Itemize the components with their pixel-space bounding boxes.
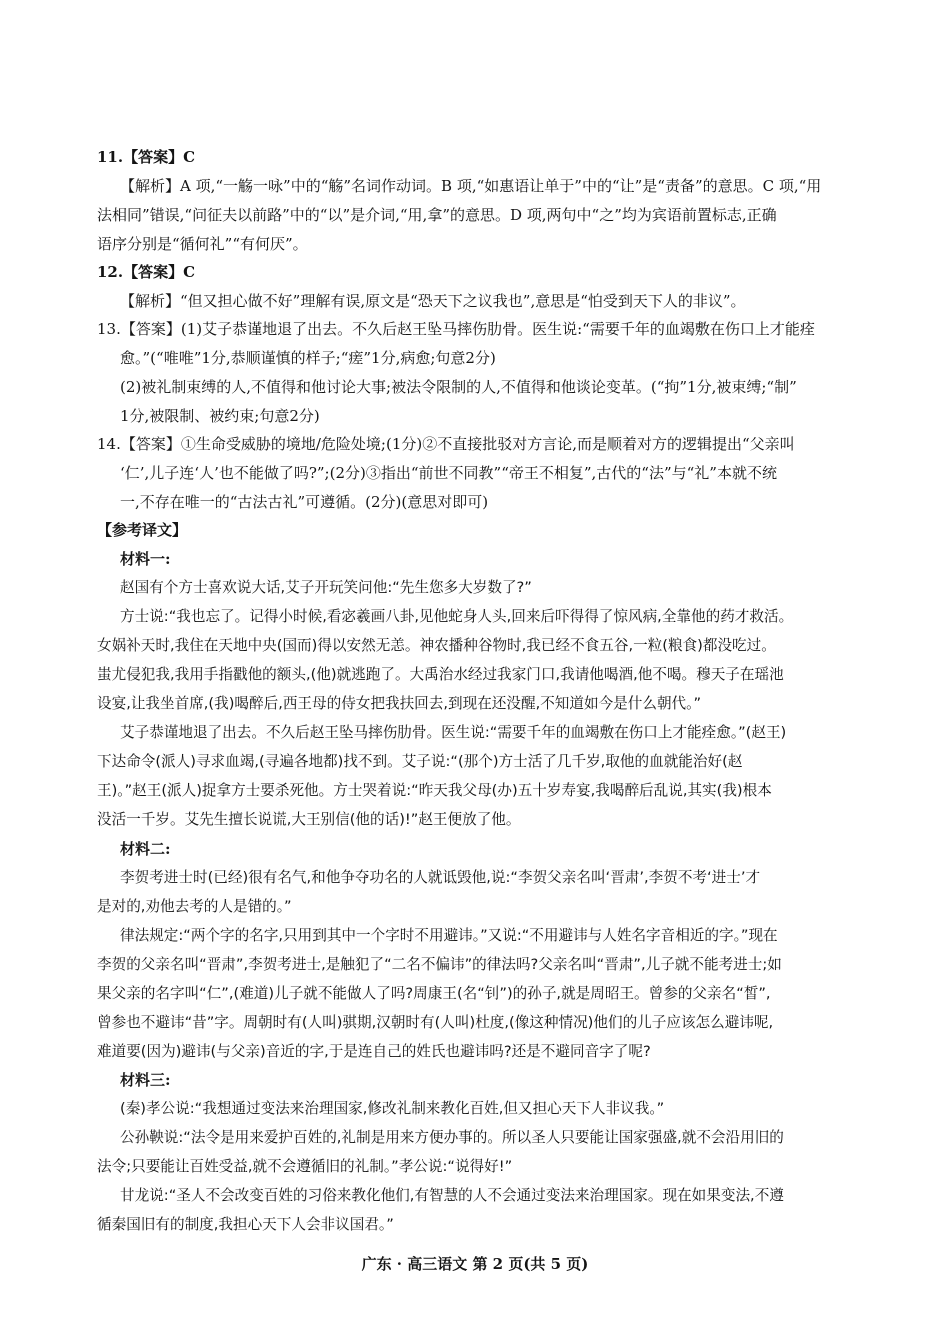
material-2-line: 李贺的父亲名叫“晋肃”,李贺考进士,是触犯了“二名不偏讳”的律法吗?父亲名叫“晋肃”,儿子就不能考进士;如 bbox=[97, 956, 782, 973]
material-1-line: 没活一千岁。艾先生擅长说谎,大王别信(他的话)!”赵王便放了他。 bbox=[97, 811, 521, 828]
material-1-line: 艾子恭谨地退了出去。不久后赵王坠马摔伤肋骨。医生说:“需要千年的血竭敷在伤口上才能痊愈。”(赵王) bbox=[120, 724, 787, 741]
material-2-line: 李贺考进士时(已经)很有名气,和他争夺功名的人就诋毁他,说:“李贺父亲名叫‘晋肃’,李贺不考‘进士’才 bbox=[120, 869, 761, 886]
q12-analysis-line: 【解析】“但又担心做不好”理解有误,原文是“恐天下之议我也”,意思是“怕受到天下人的非议”。 bbox=[120, 292, 746, 310]
q13-answer-line: (2)被礼制束缚的人,不值得和他讨论大事;被法令限制的人,不值得和他谈论变革。(“拘”1分,被束缚;“制” bbox=[120, 378, 797, 396]
material-1-line: 蚩尤侵犯我,我用手指戳他的额头,(他)就逃跑了。大禹治水经过我家门口,我请他喝酒,他不喝。穆天子在瑶池 bbox=[97, 666, 784, 683]
material-1-line: 王)。”赵王(派人)捉拿方士要杀死他。方士哭着说:“昨天我父母(办)五十岁寿宴,我喝醉后乱说,其实(我)根本 bbox=[97, 782, 772, 799]
material-3-line: 法令;只要能让百姓受益,就不会遵循旧的礼制。”孝公说:“说得好!” bbox=[97, 1158, 513, 1175]
q11-answer: 11.【答案】C bbox=[97, 148, 196, 166]
q12-answer: 12.【答案】C bbox=[97, 263, 196, 281]
material-3-line: 公孙鞅说:“法令是用来爱护百姓的,礼制是用来方便办事的。所以圣人只要能让国家强盛,就不会沿用旧的 bbox=[120, 1129, 784, 1146]
material-3-title: 材料三: bbox=[120, 1071, 171, 1089]
q11-analysis-line: 【解析】A 项,“一觞一咏”中的“觞”名词作动词。B 项,“如惠语让单于”中的“让”是“责备”的意思。C 项,“用 bbox=[120, 177, 822, 195]
q13-answer-line: 愈。”(“唯唯”1分,恭顺谨慎的样子;“瘥”1分,病愈;句意2分) bbox=[120, 349, 496, 367]
q11-analysis-line: 语序分别是“循何礼”“有何厌”。 bbox=[97, 235, 308, 253]
page-footer: 广东 · 高三语文 第 2 页(共 5 页) bbox=[361, 1255, 589, 1273]
material-3-line: 循秦国旧有的制度,我担心天下人会非议国君。” bbox=[97, 1216, 394, 1233]
material-2-line: 果父亲的名字叫“仁”,(难道)儿子就不能做人了吗?周康王(名“钊”)的孙子,就是周昭王。曾参的父亲名“皙”, bbox=[97, 985, 771, 1002]
material-2-line: 曾参也不避讳“昔”字。周朝时有(人叫)骐期,汉朝时有(人叫)杜度,(像这种情况)他们的儿子应该怎么避讳呢, bbox=[97, 1014, 774, 1031]
material-2-line: 律法规定:“两个字的名字,只用到其中一个字时不用避讳。”又说:“不用避讳与人姓名字音相近的字。”现在 bbox=[120, 927, 778, 944]
material-1-line: 赵国有个方士喜欢说大话,艾子开玩笑问他:“先生您多大岁数了?” bbox=[120, 579, 532, 596]
q14-answer-line: ‘仁’,儿子连‘人’也不能做了吗?”;(2分)③指出“前世不同教”“帝王不相复”,古代的“法”与“礼”本就不统 bbox=[120, 464, 777, 482]
translation-header: 【参考译文】 bbox=[97, 521, 188, 539]
q11-analysis-line: 法相同”错误,“问征夫以前路”中的“以”是介词,“用,拿”的意思。D 项,两句中“之”均为宾语前置标志,正确 bbox=[97, 206, 777, 224]
q13-answer-line: 1分,被限制、被约束;句意2分) bbox=[120, 407, 320, 425]
material-1-line: 女娲补天时,我住在天地中央(国而)得以安然无恙。神农播种谷物时,我已经不食五谷,一粒(粮食)都没吃过。 bbox=[97, 637, 776, 654]
material-1-line: 方士说:“我也忘了。记得小时候,看宓羲画八卦,见他蛇身人头,回来后吓得得了惊风病,全靠他的药才救活。 bbox=[120, 608, 794, 625]
material-1-line: 下达命令(派人)寻求血竭,(寻遍各地都)找不到。艾子说:“(那个)方士活了几千岁,取他的血就能治好(赵 bbox=[97, 753, 743, 770]
material-1-title: 材料一: bbox=[120, 550, 171, 568]
material-3-line: (秦)孝公说:“我想通过变法来治理国家,修改礼制来教化百姓,但又担心天下人非议我。” bbox=[120, 1100, 665, 1117]
q14-answer-line: 14.【答案】①生命受威胁的境地/危险处境;(1分)②不直接批驳对方言论,而是顺着对方的逻辑提出“父亲叫 bbox=[97, 435, 795, 453]
material-2-line: 是对的,劝他去考的人是错的。” bbox=[97, 898, 292, 915]
q14-answer-line: 一,不存在唯一的“古法古礼”可遵循。(2分)(意思对即可) bbox=[120, 493, 489, 511]
q13-answer-line: 13.【答案】(1)艾子恭谨地退了出去。不久后赵王坠马摔伤肋骨。医生说:“需要千年的血竭敷在伤口上才能痊 bbox=[97, 320, 815, 338]
material-3-line: 甘龙说:“圣人不会改变百姓的习俗来教化他们,有智慧的人不会通过变法来治理国家。现在如果变法,不遵 bbox=[120, 1187, 784, 1204]
material-2-line: 难道要(因为)避讳(与父亲)音近的字,于是连自己的姓氏也避讳吗?还是不避同音字了呢? bbox=[97, 1043, 651, 1060]
material-2-title: 材料二: bbox=[120, 840, 171, 858]
material-1-line: 设宴,让我坐首席,(我)喝醉后,西王母的侍女把我扶回去,到现在还没醒,不知道如今是什么朝代。” bbox=[97, 695, 702, 712]
